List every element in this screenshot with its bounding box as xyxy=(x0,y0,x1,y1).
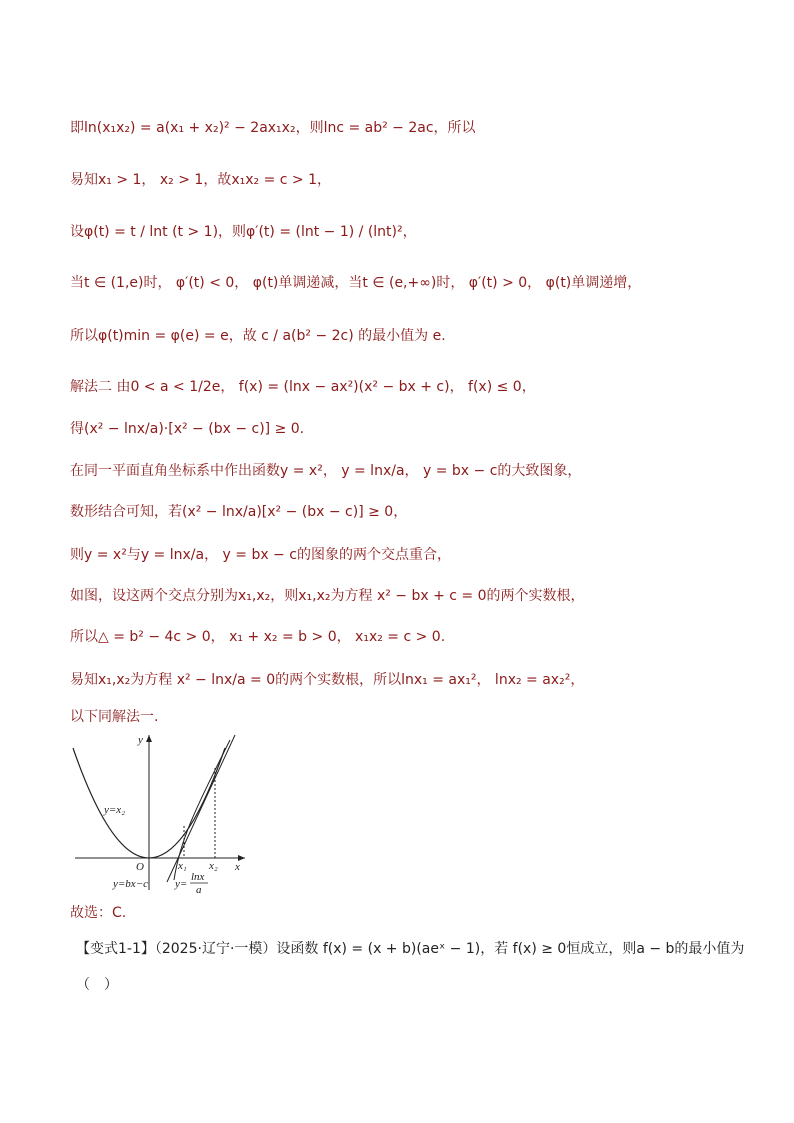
text-line-13: 易知x₁,x₂为方程 x² − lnx/a = 0的两个实数根，所以lnx₁ = ax₁²， lnx₂ = ax₂²， xyxy=(70,672,585,688)
x1-label: x₁ xyxy=(178,860,187,872)
ln-label-num: lnx xyxy=(191,871,205,883)
text-line-6: 解法二 由0 < a < 1/2e， f(x) = (lnx − ax²)(x² − bx + c)， f(x) ≤ 0， xyxy=(70,379,536,395)
text-line-15: 故选：C. xyxy=(70,905,127,921)
text-line-1: 即ln(x₁x₂) = a(x₁ + x₂)² − 2ax₁x₂，则lnc = ab² − 2ac，所以 xyxy=(70,120,476,136)
text-line-14: 以下同解法一. xyxy=(70,709,159,725)
parabola-label: y=x₂ xyxy=(104,804,126,816)
line-label: y=bx−c xyxy=(113,878,148,890)
origin-label: O xyxy=(136,861,144,873)
text-line-3: 设φ(t) = t / lnt (t > 1)，则φ′(t) = (lnt − 1) / (lnt)²， xyxy=(70,224,417,240)
text-line-7: 得(x² − lnx/a)·[x² − (bx − c)] ≥ 0. xyxy=(70,421,305,437)
text-line-9: 数形结合可知，若(x² − lnx/a)[x² − (bx − c)] ≥ 0， xyxy=(70,504,408,520)
ln-curve xyxy=(174,740,230,880)
text-line-8: 在同一平面直角坐标系中作出函数y = x²， y = lnx/a， y = bx − c的大致图象， xyxy=(70,463,582,479)
x2-label: x₂ xyxy=(209,860,218,872)
text-line-17: （ ） xyxy=(76,977,118,993)
y-axis-arrow-icon xyxy=(146,735,152,742)
text-line-10: 则y = x²与y = lnx/a， y = bx − c的图象的两个交点重合， xyxy=(70,547,451,563)
ln-label-den: a xyxy=(196,884,202,895)
ln-label: y= xyxy=(175,878,188,890)
function-graph xyxy=(70,730,250,895)
y-axis-label: y xyxy=(138,734,143,746)
text-line-16: 【变式1-1】（2025·辽宁·一模）设函数 f(x) = (x + b)(aeˣ − 1)，若 f(x) ≥ 0恒成立，则a − b的最小值为 xyxy=(76,941,745,957)
text-line-12: 所以△ = b² − 4c > 0， x₁ + x₂ = b > 0， x₁x₂ = c > 0. xyxy=(70,629,446,645)
text-line-5: 所以φ(t)min = φ(e) = e，故 c / a(b² − 2c) 的最小值为 e. xyxy=(70,328,446,344)
text-line-4: 当t ∈ (1,e)时， φ′(t) < 0， φ(t)单调递减，当t ∈ (e,+∞)时， φ′(t) > 0， φ(t)单调递增， xyxy=(70,275,642,291)
text-line-2: 易知x₁ > 1， x₂ > 1，故x₁x₂ = c > 1， xyxy=(70,172,331,188)
x-axis-label: x xyxy=(235,861,240,873)
text-line-11: 如图，设这两个交点分别为x₁,x₂，则x₁,x₂为方程 x² − bx + c = 0的两个实数根， xyxy=(70,588,585,604)
